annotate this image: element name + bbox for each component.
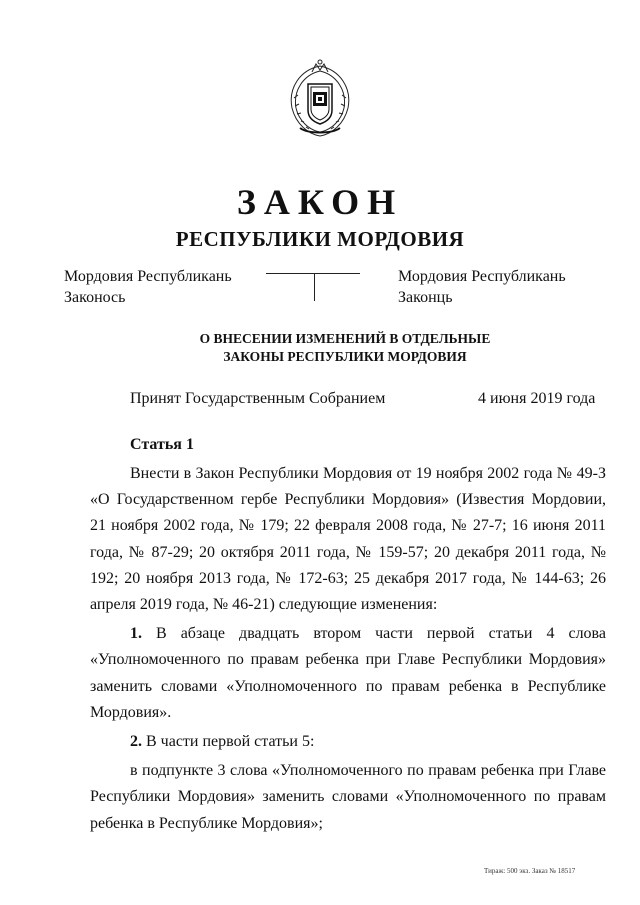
article-body xyxy=(90,461,606,837)
document-heading-line-1: О ВНЕСЕНИИ ИЗМЕНЕНИЙ В ОТДЕЛЬНЫЕ xyxy=(199,331,491,346)
document-heading-line-2: ЗАКОНЫ РЕСПУБЛИКИ МОРДОВИЯ xyxy=(223,349,467,364)
bilingual-right-line-2: Законць xyxy=(398,289,453,306)
item-1-number: 1. xyxy=(130,625,142,643)
article-item-1 xyxy=(90,621,606,726)
law-subtitle: РЕСПУБЛИКИ МОРДОВИЯ xyxy=(175,227,465,251)
item-2-text: В части первой статьи 5: xyxy=(146,733,315,751)
bilingual-left xyxy=(64,266,232,308)
bilingual-right xyxy=(398,266,566,308)
adopted-date: 4 июня 2019 года xyxy=(478,390,596,407)
article-item-2-subpoint: в подпункте 3 слова «Уполномоченного по правам ребенка при Главе Республики Мордовия» заменить словами «Уполномоченного по правам ребенка в Республике Мордовия»; xyxy=(90,762,606,832)
adopted-label: Принят Государственным Собранием xyxy=(130,390,386,407)
print-info: Тираж: 500 экз. Заказ № 18517 xyxy=(484,867,576,875)
item-1-text: В абзаце двадцать втором части первой статьи 4 слова «Уполномоченного по правам ребенка при Главе Республики Мордовия» заменить словами «Уполномоченного по правам ребенка в Республике Мордовия». xyxy=(90,625,606,721)
divider-horizontal xyxy=(266,273,360,274)
document-heading xyxy=(0,330,640,366)
law-title: ЗАКОН xyxy=(236,182,404,222)
divider-vertical xyxy=(314,273,315,301)
bilingual-right-line-1: Мордовия Республикань xyxy=(398,268,566,285)
bilingual-left-line-1: Мордовия Республикань xyxy=(64,268,232,285)
bilingual-left-line-2: Законось xyxy=(64,289,126,306)
coat-of-arms-emblem xyxy=(278,58,362,142)
article-item-2 xyxy=(90,729,606,755)
item-2-number: 2. xyxy=(130,733,142,751)
article-intro: Внести в Закон Республики Мордовия от 19 ноября 2002 года № 49-З «О Государственном гербе Республики Мордовия» (Известия Мордовии, 21 ноября 2002 года, № 179; 22 февраля 2008 года, № 27-7; 16 июня 2011 года, № 87-29; 20 октября 2011 года, № 159-57; 20 декабря 2011 года, № 192; 20 ноября 2013 года, № 172-63; 25 декабря 2017 года, № 144-63; 26 апреля 2019 года, № 46-21) следующие изменения: xyxy=(90,465,606,614)
article-heading: Статья 1 xyxy=(130,436,194,453)
